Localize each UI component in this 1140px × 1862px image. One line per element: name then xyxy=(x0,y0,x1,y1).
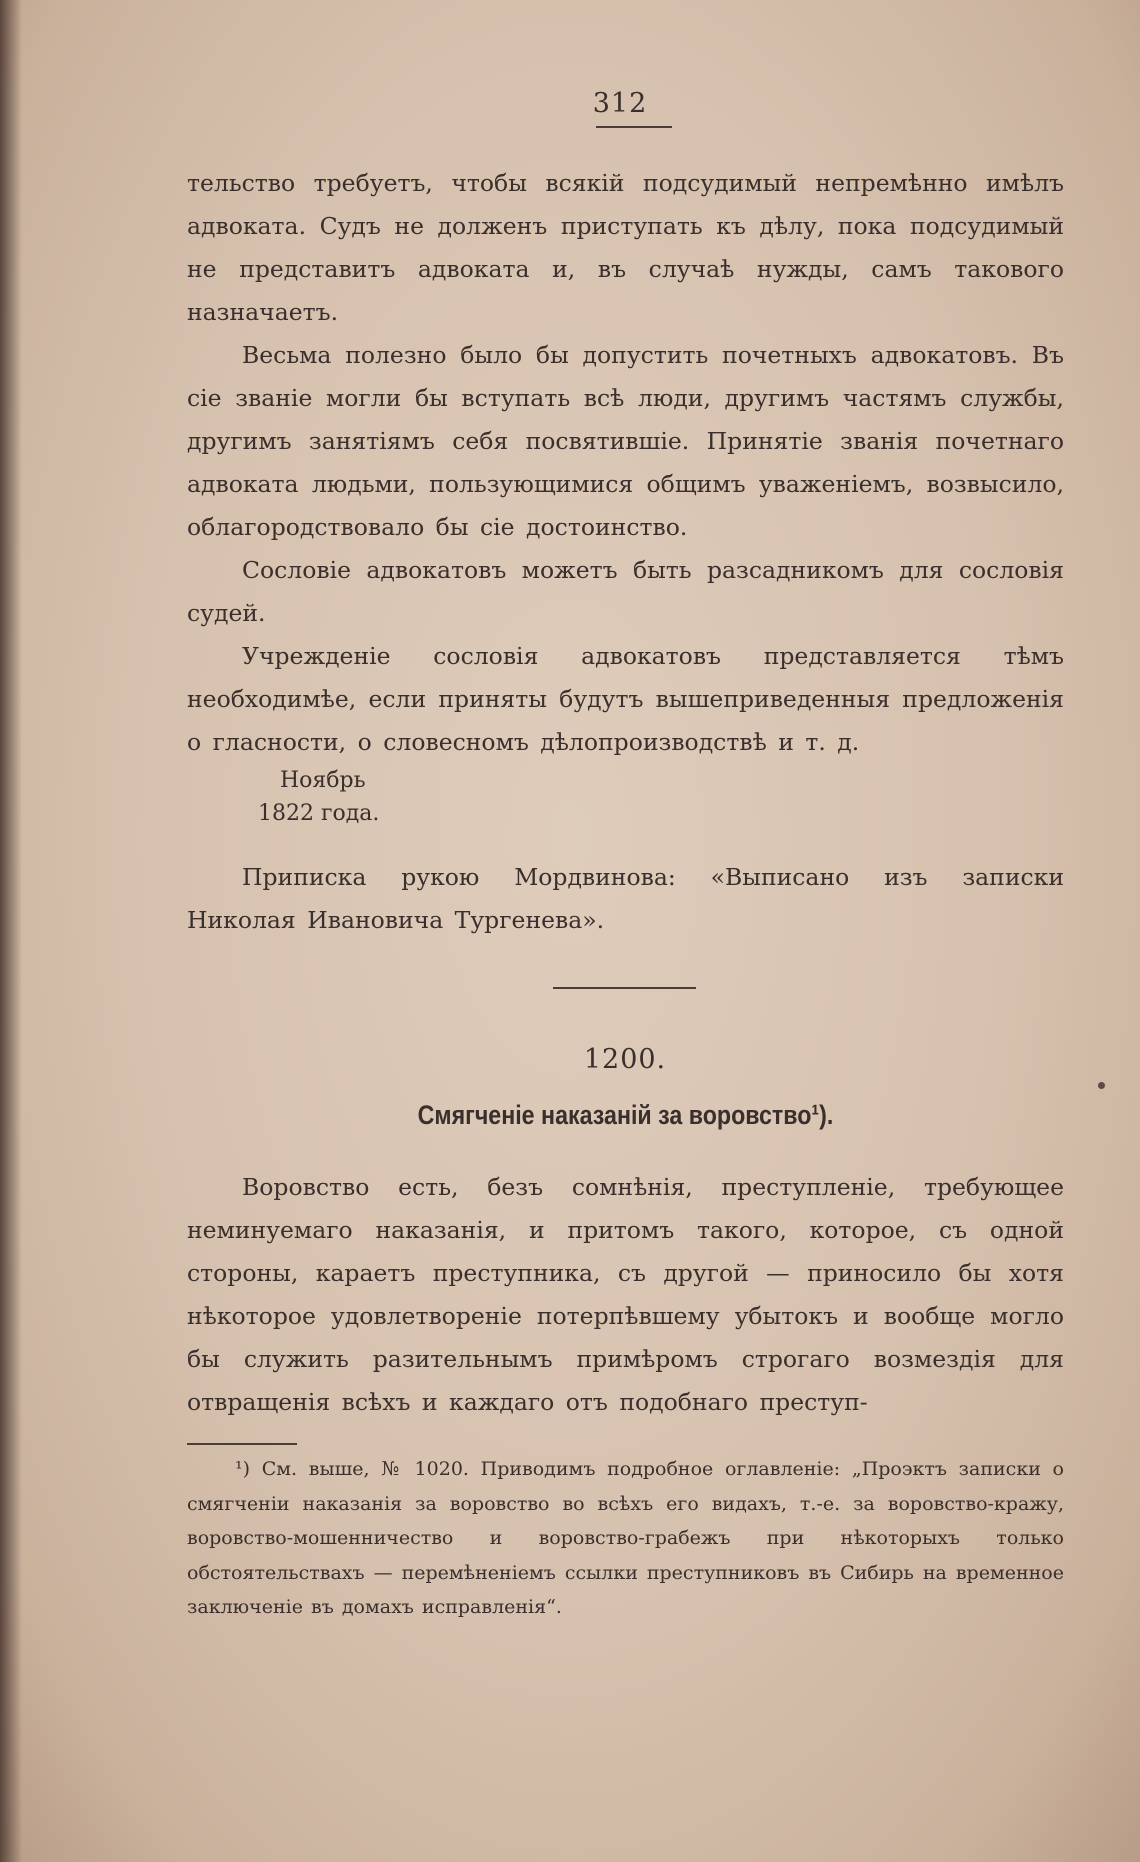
body-text-block xyxy=(187,1166,1064,1424)
page-number-underline xyxy=(596,126,672,128)
date-month: Ноябрь xyxy=(280,768,366,793)
footnote-text: См. выше, № 1020. Приводимъ подробное оглавленіе: „Проэктъ записки о смягченіи наказанія за воровство во всѣхъ его видахъ, т.-е. за воровство-кражу, воровство-мошенничество и воровство-грабежъ при нѣкоторыхъ только обстоятельствахъ — перемѣненіемъ ссылки преступниковъ въ Сибирь на временное заключеніе въ домахъ исправленія“. xyxy=(187,1458,1064,1618)
paragraph-advocates-estate: Сословіе адвокатовъ можетъ быть разсадникомъ для сословія судей. xyxy=(187,556,1064,627)
paragraph-continued: тельство требуетъ, чтобы всякій подсудимый непремѣнно имѣлъ адвоката. Судъ не долженъ приступать къ дѣлу, пока подсудимый не представитъ адвоката и, въ случаѣ нужды, самъ такового назначаетъ. xyxy=(187,169,1064,326)
top-text-block xyxy=(187,162,1064,764)
postscript-note: Приписка рукою Мордвинова: «Выписано изъ записки Николая Ивановича Тургенева». xyxy=(187,863,1064,934)
paragraph-honorary-advocates: Весьма полезно было бы допустить почетныхъ адвокатовъ. Въ сіе званіе могли бы вступать всѣ люди, другимъ частямъ службы, другимъ занятіямъ себя посвятившіе. Принятіе званія почетнаго адвоката людьми, пользующимися общимъ уваженіемъ, возвысило, облагородствовало бы сіе достоинство. xyxy=(187,341,1064,541)
section-title xyxy=(248,1100,1002,1131)
document-number: 1200. xyxy=(583,1044,667,1075)
footnote xyxy=(187,1452,1064,1625)
section-divider xyxy=(553,987,696,989)
date-year: 1822 года. xyxy=(258,801,380,826)
postscript-block xyxy=(187,856,1064,942)
section-title-text: Смягченіе наказаній за воровство xyxy=(417,1100,812,1130)
paper-speck xyxy=(1098,1082,1105,1089)
page-number: 312 xyxy=(592,88,648,119)
paragraph-theft: Воровство есть, безъ сомнѣнія, преступленіе, требующее неминуемаго наказанія, и притомъ такого, которое, съ одной стороны, караетъ преступника, съ другой — приносило бы хотя нѣкоторое удовлетвореніе потерпѣвшему убытокъ и вообще могло бы служить разительнымъ примѣромъ строгаго возмездія для отвращенія всѣхъ и каждаго отъ подобнаго преступ- xyxy=(187,1173,1064,1416)
page-binding-shadow xyxy=(0,0,22,1862)
footnote-reference: ¹). xyxy=(811,1100,834,1130)
footnote-marker: ¹) xyxy=(235,1458,251,1480)
footnote-rule xyxy=(187,1443,297,1445)
paragraph-advocates-institution: Учрежденіе сословія адвокатовъ представляется тѣмъ необходимѣе, если приняты будутъ вышеприведенныя предложенія о гласности, о словесномъ дѣлопроизводствѣ и т. д. xyxy=(187,642,1064,756)
